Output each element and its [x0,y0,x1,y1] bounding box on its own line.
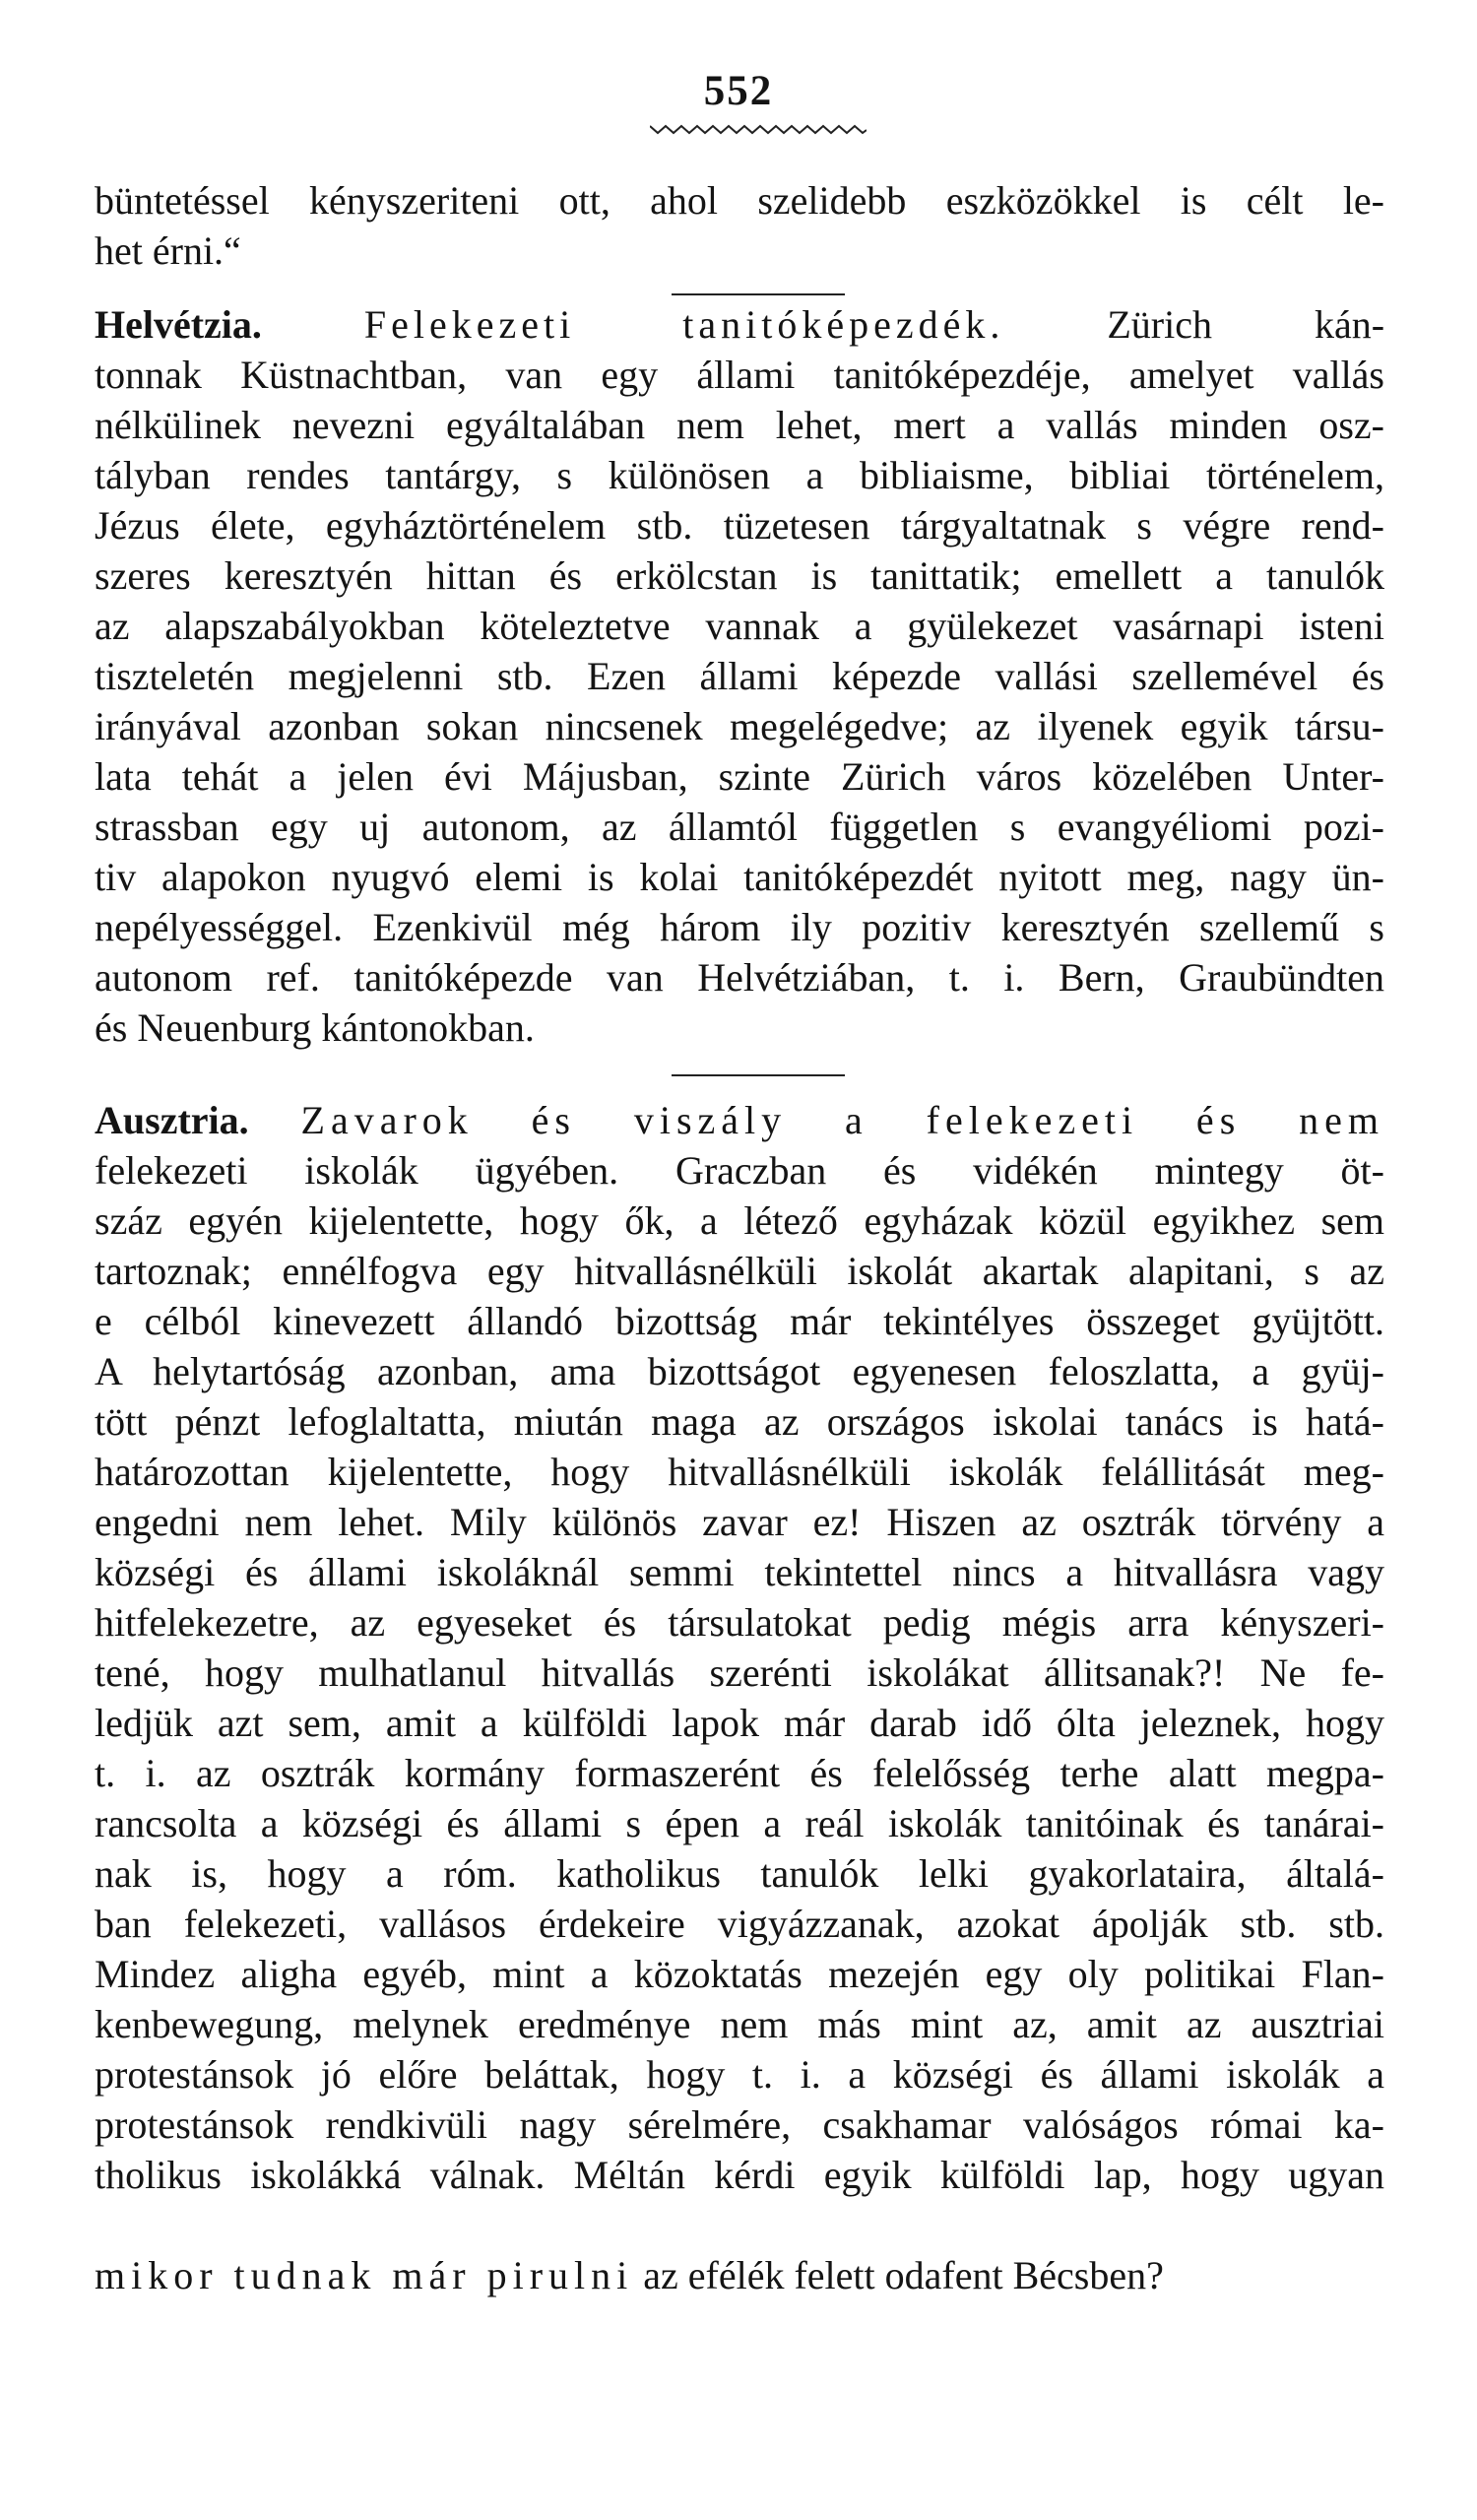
text-line: kenbewegung, melynek eredménye nem más mint az, amit az ausztriai [95,2002,1384,2046]
text-fragment: az efélék felett odafent Bécsben? [643,2253,1164,2297]
text-line: tiv alapokon nyugvó elemi is kolai tanitóképezdét nyitott meg, nagy ün- [95,855,1384,899]
text-line: tályban rendes tantárgy, s különösen a bibliaisme, bibliai történelem, [95,453,1384,497]
text-line: strassban egy uj autonom, az államtól független s evangyéliomi pozi- [95,805,1384,849]
text-line: Jézus élete, egyháztörténelem stb. tüzetesen tárgyaltatnak s végre rend- [95,503,1384,548]
text-line: protestánsok rendkivüli nagy sérelmére, csakhamar valóságos római ka- [95,2102,1384,2147]
text-line: het érni.“ [95,228,241,273]
text-line: községi és állami iskoláknál semmi tekintettel nincs a hitvallásra vagy [95,1550,1384,1594]
text-line: e célból kinevezett állandó bizottság már tekintélyes összeget gyüjtött. [95,1299,1384,1343]
text-line: engedni nem lehet. Mily különös zavar ez! Hiszen az osztrák törvény a [95,1500,1384,1544]
text-line: ledjük azt sem, amit a külföldi lapok már darab idő ólta jeleznek, hogy [95,1701,1384,1745]
final-line [95,2250,1384,2300]
text-line: tartoznak; ennélfogva egy hitvallásnélküli iskolát akartak alapitani, s az [95,1249,1384,1293]
text-line: az alapszabályokban köteleztetve vannak a gyülekezet vasárnapi isteni [95,604,1384,648]
separator-rule [672,293,845,295]
text-line: autonom ref. tanitóképezde van Helvétziában, t. i. Bern, Graubündten [95,955,1384,1000]
text-line [95,2200,1384,2250]
text-line: ban felekezeti, vallásos érdekeire vigyázzanak, azokat ápolják stb. stb. [95,1902,1384,1946]
text-line: tött pénzt lefoglaltatta, miután maga az országos iskolai tanács is hatá- [95,1399,1384,1444]
page-number-ornament [650,122,867,136]
text-line: protestánsok jó előre beláttak, hogy t. i. a községi és állami iskolák a [95,2052,1384,2097]
section-subtitle: Zavarok és viszály a felekezeti és nem [300,1098,1384,1142]
text-line: tholikus iskolákká válnak. Méltán kérdi egyik külföldi lap, hogy ugyan [95,2153,1384,2197]
text-line: hitfelekezetre, az egyeseket és társulatokat pedig mégis arra kényszeri- [95,1600,1384,1645]
text-line: határozottan kijelentette, hogy hitvallásnélküli iskolák felállitását meg- [95,1450,1384,1494]
text-line: irányával azonban sokan nincsenek megelégedve; az ilyenek egyik társu- [95,704,1384,748]
section-heading-line [95,299,1384,350]
text-line: szeres keresztyén hittan és erkölcstan is tanittatik; emellett a tanulók [95,553,1384,598]
page-number: 552 [703,68,774,114]
intro-paragraph [95,175,1384,276]
text-line: nak is, hogy a róm. katholikus tanulók lelki gyakorlataira, általá- [95,1851,1384,1896]
text-line: nepélyességgel. Ezenkivül még három ily pozitiv keresztyén szellemű s [95,905,1384,949]
separator-rule [672,1074,845,1076]
text-line: száz egyén kijelentette, hogy ők, a létező egyházak közül egyikhez sem [95,1198,1384,1243]
text-line: tonnak Küstnachtban, van egy állami tanitóképezdéje, amelyet vallás [95,353,1384,397]
text-line: A helytartóság azonban, ama bizottságot egyenesen feloszlatta, a gyüj- [95,1349,1384,1393]
text-line: rancsolta a községi és állami s épen a reál iskolák tanitóinak és tanárai- [95,1801,1384,1845]
section-helvetzia [95,299,1384,1053]
text-fragment: Zürich kán- [1107,302,1385,347]
emphasized-phrase: mikor tudnak már pirulni [95,2253,634,2297]
text-line: tené, hogy mulhatlanul hitvallás szerénti iskolákat állitsanak?! Ne fe- [95,1650,1384,1695]
section-heading: Ausztria. [95,1098,249,1142]
text-line: nélkülinek nevezni egyáltalában nem lehet, mert a vallás minden osz- [95,403,1384,447]
text-line: lata tehát a jelen évi Májusban, szinte Zürich város közelében Unter- [95,754,1384,799]
section-heading-line [95,1095,1384,1145]
text-line: felekezeti iskolák ügyében. Graczban és vidékén mintegy öt- [95,1148,1384,1193]
text-line: büntetéssel kényszeriteni ott, ahol szelidebb eszközökkel is célt le- [95,178,1384,223]
section-subtitle: Felekezeti tanitóképezdék. [363,302,1005,347]
text-line: Mindez aligha egyéb, mint a közoktatás mezején egy oly politikai Flan- [95,1952,1384,1996]
text-line: és Neuenburg kántonokban. [95,1005,535,1050]
section-heading: Helvétzia. [95,302,262,347]
text-line: tiszteletén megjelenni stb. Ezen állami képezde vallási szellemével és [95,654,1384,698]
text-line: t. i. az osztrák kormány formaszerént és felelősség terhe alatt megpa- [95,1751,1384,1795]
section-ausztria [95,1095,1384,2300]
